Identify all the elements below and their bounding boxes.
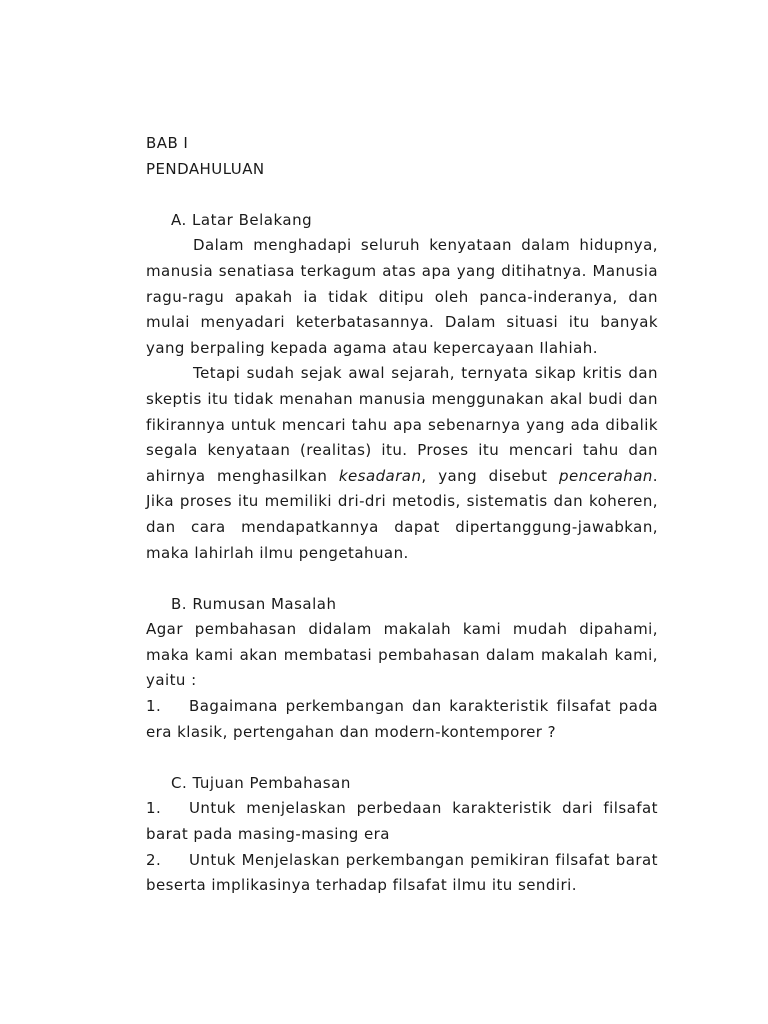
section-b-intro: Agar pembahasan didalam makalah kami mudah dipahami, maka kami akan membatasi pembahasan dalam makalah kami, yaitu : xyxy=(146,620,658,690)
document-body xyxy=(146,131,658,899)
section-c-item-2 xyxy=(146,848,658,899)
section-a-paragraph-1: Dalam menghadapi seluruh kenyataan dalam hidupnya, manusia senatiasa terkagum atas apa yang ditihatnya. Manusia ragu-ragu apakah ia tidak ditipu oleh panca-inderanya, dan mulai menyadari keterbatasannya. Dalam situasi itu banyak yang berpaling kepada agama atau kepercayaan Ilahiah. xyxy=(146,236,658,357)
list-item-number: 1. xyxy=(146,799,162,818)
section-a-heading: A. Latar Belakang xyxy=(171,210,313,229)
list-item-number: 1. xyxy=(146,697,162,716)
chapter-number: BAB I xyxy=(146,134,189,152)
term-pencerahan: pencerahan xyxy=(559,466,653,485)
chapter-title: PENDAHULUAN xyxy=(146,159,265,178)
list-item-text: Untuk menjelaskan perbedaan karakteristik dari filsafat barat pada masing-masing era xyxy=(146,799,658,844)
spacer xyxy=(146,745,658,771)
section-a-paragraph-2 xyxy=(146,361,658,566)
term-kesadaran: kesadaran xyxy=(338,466,422,485)
section-b-heading: B. Rumusan Masalah xyxy=(171,594,337,613)
section-a-paragraph-2-text-2: , yang disebut xyxy=(421,466,559,485)
list-item-text: Untuk Menjelaskan perkembangan pemikiran filsafat barat beserta implikasinya terhadap filsafat ilmu itu sendiri. xyxy=(146,850,658,895)
section-a-paragraph-2-text-1: Tetapi sudah sejak awal sejarah, ternyata sikap kritis dan skeptis itu tidak menahan manusia menggunakan akal budi dan fikirannya untuk mencari tahu apa sebenarnya yang ada dibalik segala kenyataan (realitas) itu. Proses itu mencari tahu dan ahirnya menghasilkan xyxy=(146,364,658,485)
section-c-heading: C. Tujuan Pembahasan xyxy=(171,773,351,792)
spacer xyxy=(146,566,658,592)
list-item-text: Bagaimana perkembangan dan karakteristik filsafat pada era klasik, pertengahan dan modern-kontemporer ? xyxy=(146,697,658,741)
list-item-number: 2. xyxy=(146,850,162,869)
section-b-item-1 xyxy=(146,694,658,745)
section-c-item-1 xyxy=(146,796,658,847)
section-a-paragraph-2-text-3: . Jika proses itu memiliki dri-dri metodis, sistematis dan koheren, dan cara mendapatkannya dapat dipertanggung-jawabkan, maka lahirlah ilmu pengetahuan. xyxy=(146,466,659,562)
spacer xyxy=(146,182,658,208)
